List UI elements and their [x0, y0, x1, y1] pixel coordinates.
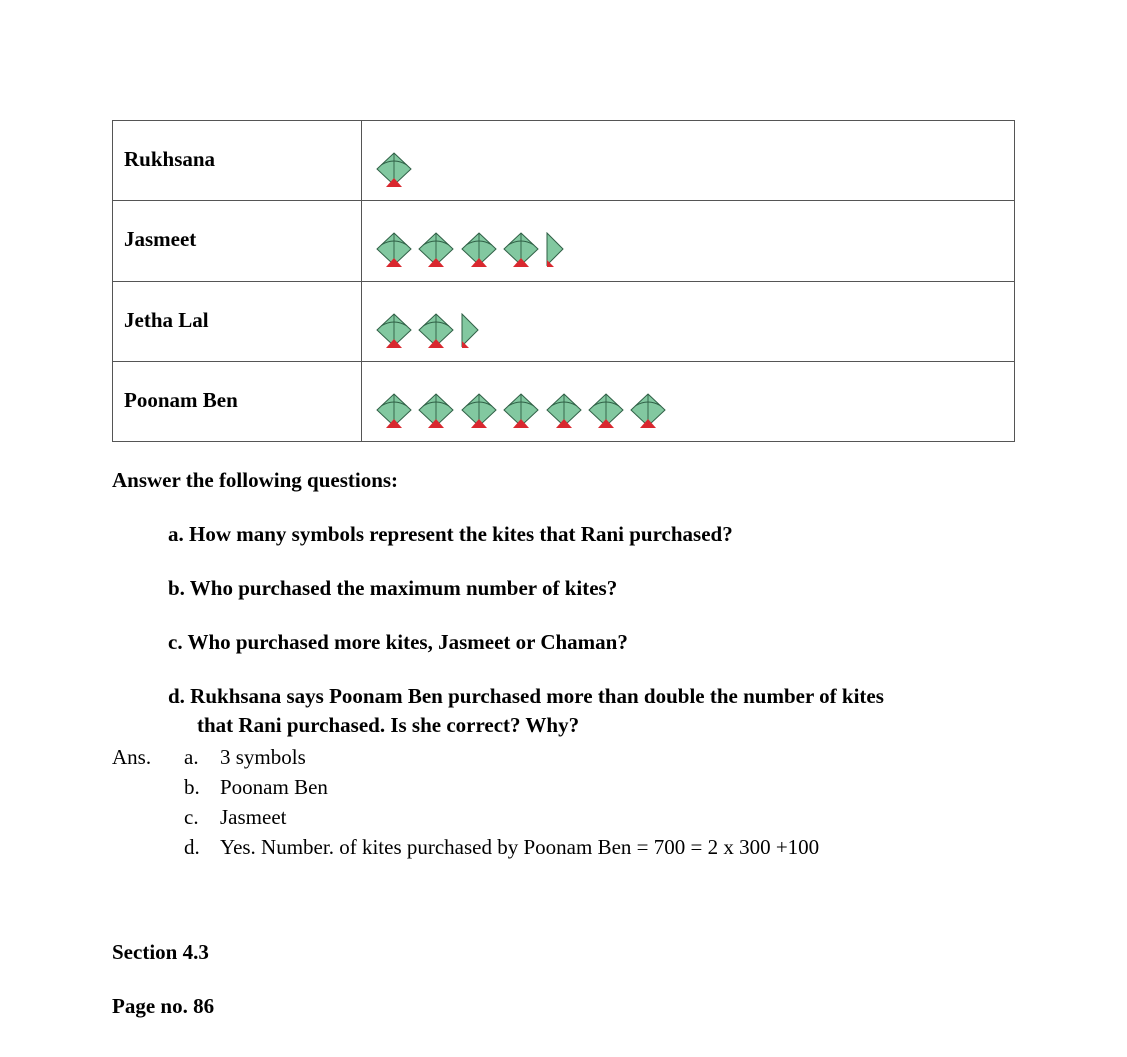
answer-item: [184, 832, 819, 862]
kite-icon: [376, 232, 412, 268]
kite-pictograph-table: [112, 120, 1015, 442]
kite-icon: [418, 393, 454, 429]
table-row: [113, 361, 1015, 441]
question-b: b. Who purchased the maximum number of kites?: [168, 576, 618, 600]
kite-symbols: [376, 152, 418, 192]
kite-icon: [630, 393, 666, 429]
question-a: a. How many symbols represent the kites that Rani purchased?: [168, 522, 733, 546]
half-kite-icon: [546, 232, 564, 268]
page-number: Page no. 86: [112, 994, 215, 1018]
half-kite-icon: [461, 313, 479, 349]
name-cell: [113, 361, 362, 441]
question-d: [168, 682, 1014, 740]
kite-icon: [376, 152, 412, 188]
kite-cell: [362, 201, 1015, 281]
row-name: Jasmeet: [124, 227, 197, 252]
answers-list: [184, 742, 819, 862]
table-row: [113, 201, 1015, 281]
question-c: c. Who purchased more kites, Jasmeet or Chaman?: [168, 630, 628, 654]
answer-letter: c.: [184, 805, 199, 829]
kite-cell: [362, 121, 1015, 201]
kite-symbols: [376, 232, 570, 272]
question-d-line1: d. Rukhsana says Poonam Ben purchased more than double the number of kites: [168, 684, 884, 708]
answer-letter: b.: [184, 775, 200, 799]
kite-icon: [503, 232, 539, 268]
kite-icon: [461, 393, 497, 429]
answer-text: Jasmeet: [220, 805, 287, 829]
row-name: Poonam Ben: [124, 387, 238, 412]
kite-icon: [461, 232, 497, 268]
kite-icon: [588, 393, 624, 429]
answer-text: 3 symbols: [220, 745, 306, 769]
section-heading: Section 4.3: [112, 940, 209, 964]
row-name: Jetha Lal: [124, 307, 209, 332]
kite-icon: [503, 393, 539, 429]
kite-icon: [376, 393, 412, 429]
kite-icon: [376, 313, 412, 349]
kite-cell: [362, 281, 1015, 361]
kite-symbols: [376, 313, 485, 353]
answer-item: [184, 772, 819, 802]
name-cell: [113, 281, 362, 361]
kite-icon: [418, 313, 454, 349]
kite-icon: [546, 393, 582, 429]
answer-text: Yes. Number. of kites purchased by Poonam Ben = 700 = 2 x 300 +100: [220, 835, 820, 859]
question-d-line2: that Rani purchased. Is she correct? Why?: [197, 713, 580, 737]
table-row: [113, 281, 1015, 361]
kite-icon: [418, 232, 454, 268]
row-name: Rukhsana: [124, 147, 216, 171]
table-row: [113, 121, 1015, 201]
name-cell: [113, 121, 362, 201]
answer-text: Poonam Ben: [220, 775, 328, 799]
questions-heading: Answer the following questions:: [112, 468, 399, 492]
kite-symbols: [376, 393, 673, 433]
answer-item: [184, 742, 819, 772]
answer-letter: a.: [184, 745, 199, 769]
kite-cell: [362, 361, 1015, 441]
name-cell: [113, 201, 362, 281]
answer-letter: d.: [184, 835, 200, 859]
answer-item: [184, 802, 819, 832]
answers-label: Ans.: [112, 745, 152, 769]
